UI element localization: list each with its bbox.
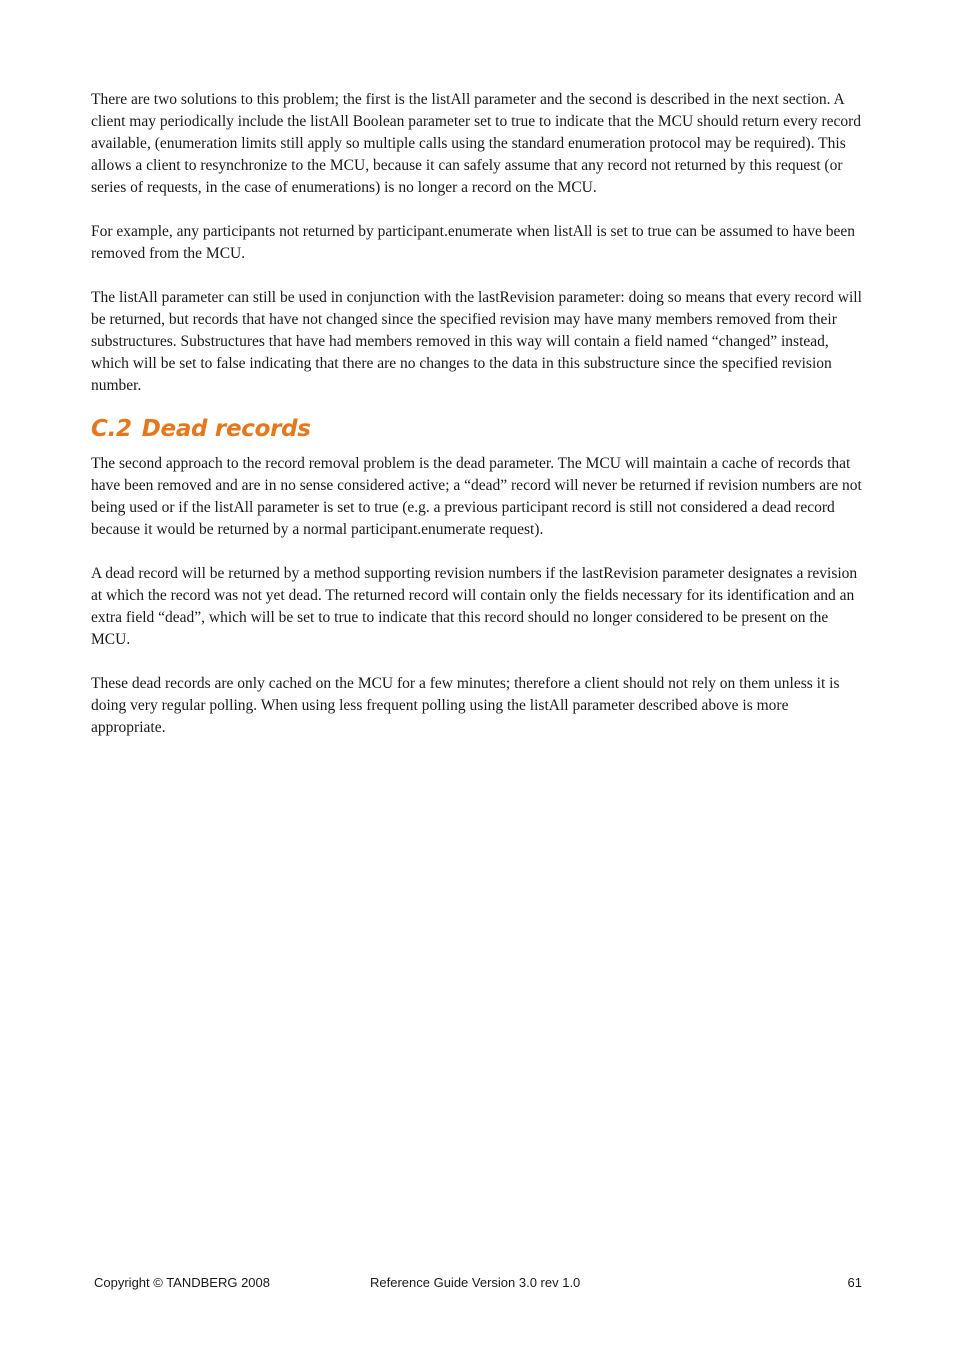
page-content [91, 89, 866, 739]
footer-guide-version: Reference Guide Version 3.0 rev 1.0 [370, 1275, 581, 1290]
section-number: C.2 [91, 416, 132, 442]
section-paragraph-3: These dead records are only cached on the MCU for a few minutes; therefore a client should not rely on them unless it is doing very regular polling. When using less frequent polling using the listAll parameter described above is more appropriate. [91, 675, 840, 736]
intro-paragraph-3: The listAll parameter can still be used in conjunction with the lastRevision parameter: doing so means that every record will be returned, but records that have not changed since the specified revision may have many members removed from their substructures. Substructures that have had members removed in this way will contain a field named “changed” instead, which will be set to false indicating that there are no changes to the data in this substructure since the specified revision number. [91, 289, 862, 394]
section-paragraph-2: A dead record will be returned by a method supporting revision numbers if the lastRevision parameter designates a revision at which the record was not yet dead. The returned record will contain only the fields necessary for its identification and an extra field “dead”, which will be set to true to indicate that this record should no longer considered to be present on the MCU. [91, 565, 858, 648]
footer-copyright: Copyright © TANDBERG 2008 [94, 1275, 271, 1290]
section-heading [91, 413, 866, 445]
intro-paragraph-2: For example, any participants not returned by participant.enumerate when listAll is set to true can be assumed to have been removed from the MCU. [91, 223, 855, 262]
intro-paragraph-1: There are two solutions to this problem; the first is the listAll parameter and the second is described in the next section. A client may periodically include the listAll Boolean parameter set to true to indicate that the MCU should return every record available, (enumeration limits still apply so multiple calls using the standard enumeration protocol may be required). This allows a client to resynchronize to the MCU, because it can safely assume that any record not returned by this request (or series of requests, in the case of enumerations) is no longer a record on the MCU. [91, 91, 862, 196]
section-title: Dead records [141, 416, 311, 442]
page-footer [0, 1275, 954, 1295]
footer-page-number: 61 [847, 1275, 862, 1290]
section-paragraph-1: The second approach to the record removal problem is the dead parameter. The MCU will maintain a cache of records that have been removed and are in no sense considered active; a “dead” record will never be returned if revision numbers are not being used or if the listAll parameter is set to true (e.g. a previous participant record is still not considered a dead record because it would be returned by a normal participant.enumerate request). [91, 455, 862, 538]
